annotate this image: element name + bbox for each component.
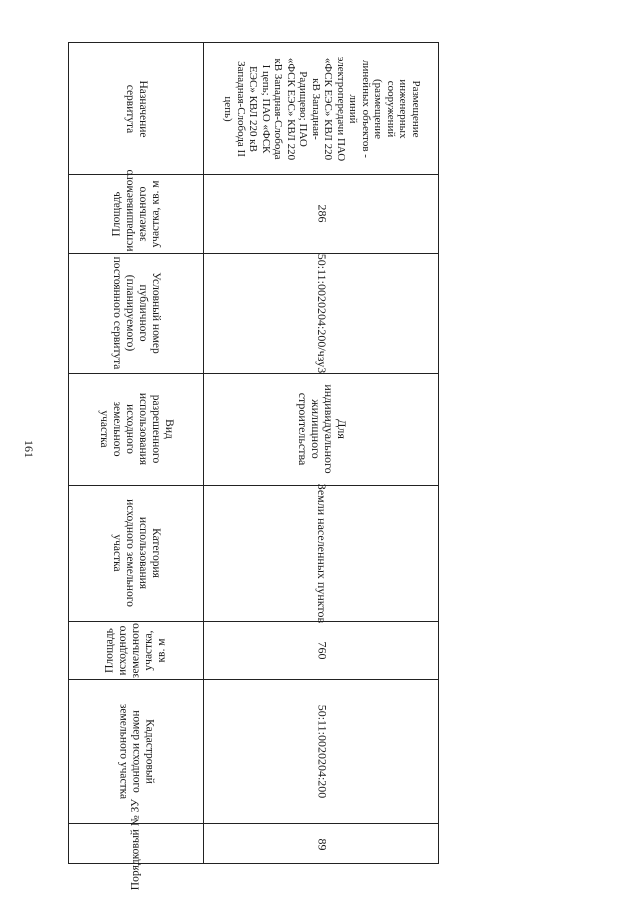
value-category: Земли населенных пунктов bbox=[314, 483, 329, 623]
value-permitted-use: Для индивидуального жилищного строительства bbox=[295, 384, 349, 474]
servitude-table bbox=[68, 42, 439, 890]
value-cadastral: 50:11:0020204:200 bbox=[315, 704, 329, 798]
header-category: Категория использования исходного земельного участка bbox=[111, 499, 162, 607]
header-permitted-use: Вид разрешенного использования исходного земельного участка bbox=[98, 392, 175, 466]
value-servitude-number: 50:11:0020204:200/чзу3 bbox=[314, 253, 329, 373]
header-purpose: Назначение сервитута bbox=[124, 79, 149, 138]
header-cadastral: Кадастровый номер исходного земельного участка bbox=[117, 703, 156, 799]
value-order: 89 bbox=[315, 838, 329, 850]
page-number: 161 bbox=[22, 440, 36, 458]
header-area-encumbered: Площадь испрашиваемого земельного участка, кв. м bbox=[110, 169, 161, 251]
value-area-encumbered: 286 bbox=[315, 204, 329, 223]
header-area-source: Площадь исходного земельного участка, кв. м bbox=[103, 622, 168, 678]
header-servitude-number: Условный номер публичного (планируемого) постоянного сервитута bbox=[111, 256, 162, 370]
header-order: Порядковый № ЗУ bbox=[129, 798, 142, 890]
value-area-source: 760 bbox=[315, 641, 329, 659]
value-purpose: Размещение инженерных сооружений (размещение линейных объектов - линий электропередачи ПАО «ФСК ЕЭС» КВЛ 220 кВ Западная- Радищево; ПАО «ФСК ЕЭС» КВЛ 220 кВ Западная-Слобода I цепь; ПАО «ФСК ЕЭС» КВЛ 220 кВ Западная-Слобода II цепь) bbox=[222, 56, 422, 161]
